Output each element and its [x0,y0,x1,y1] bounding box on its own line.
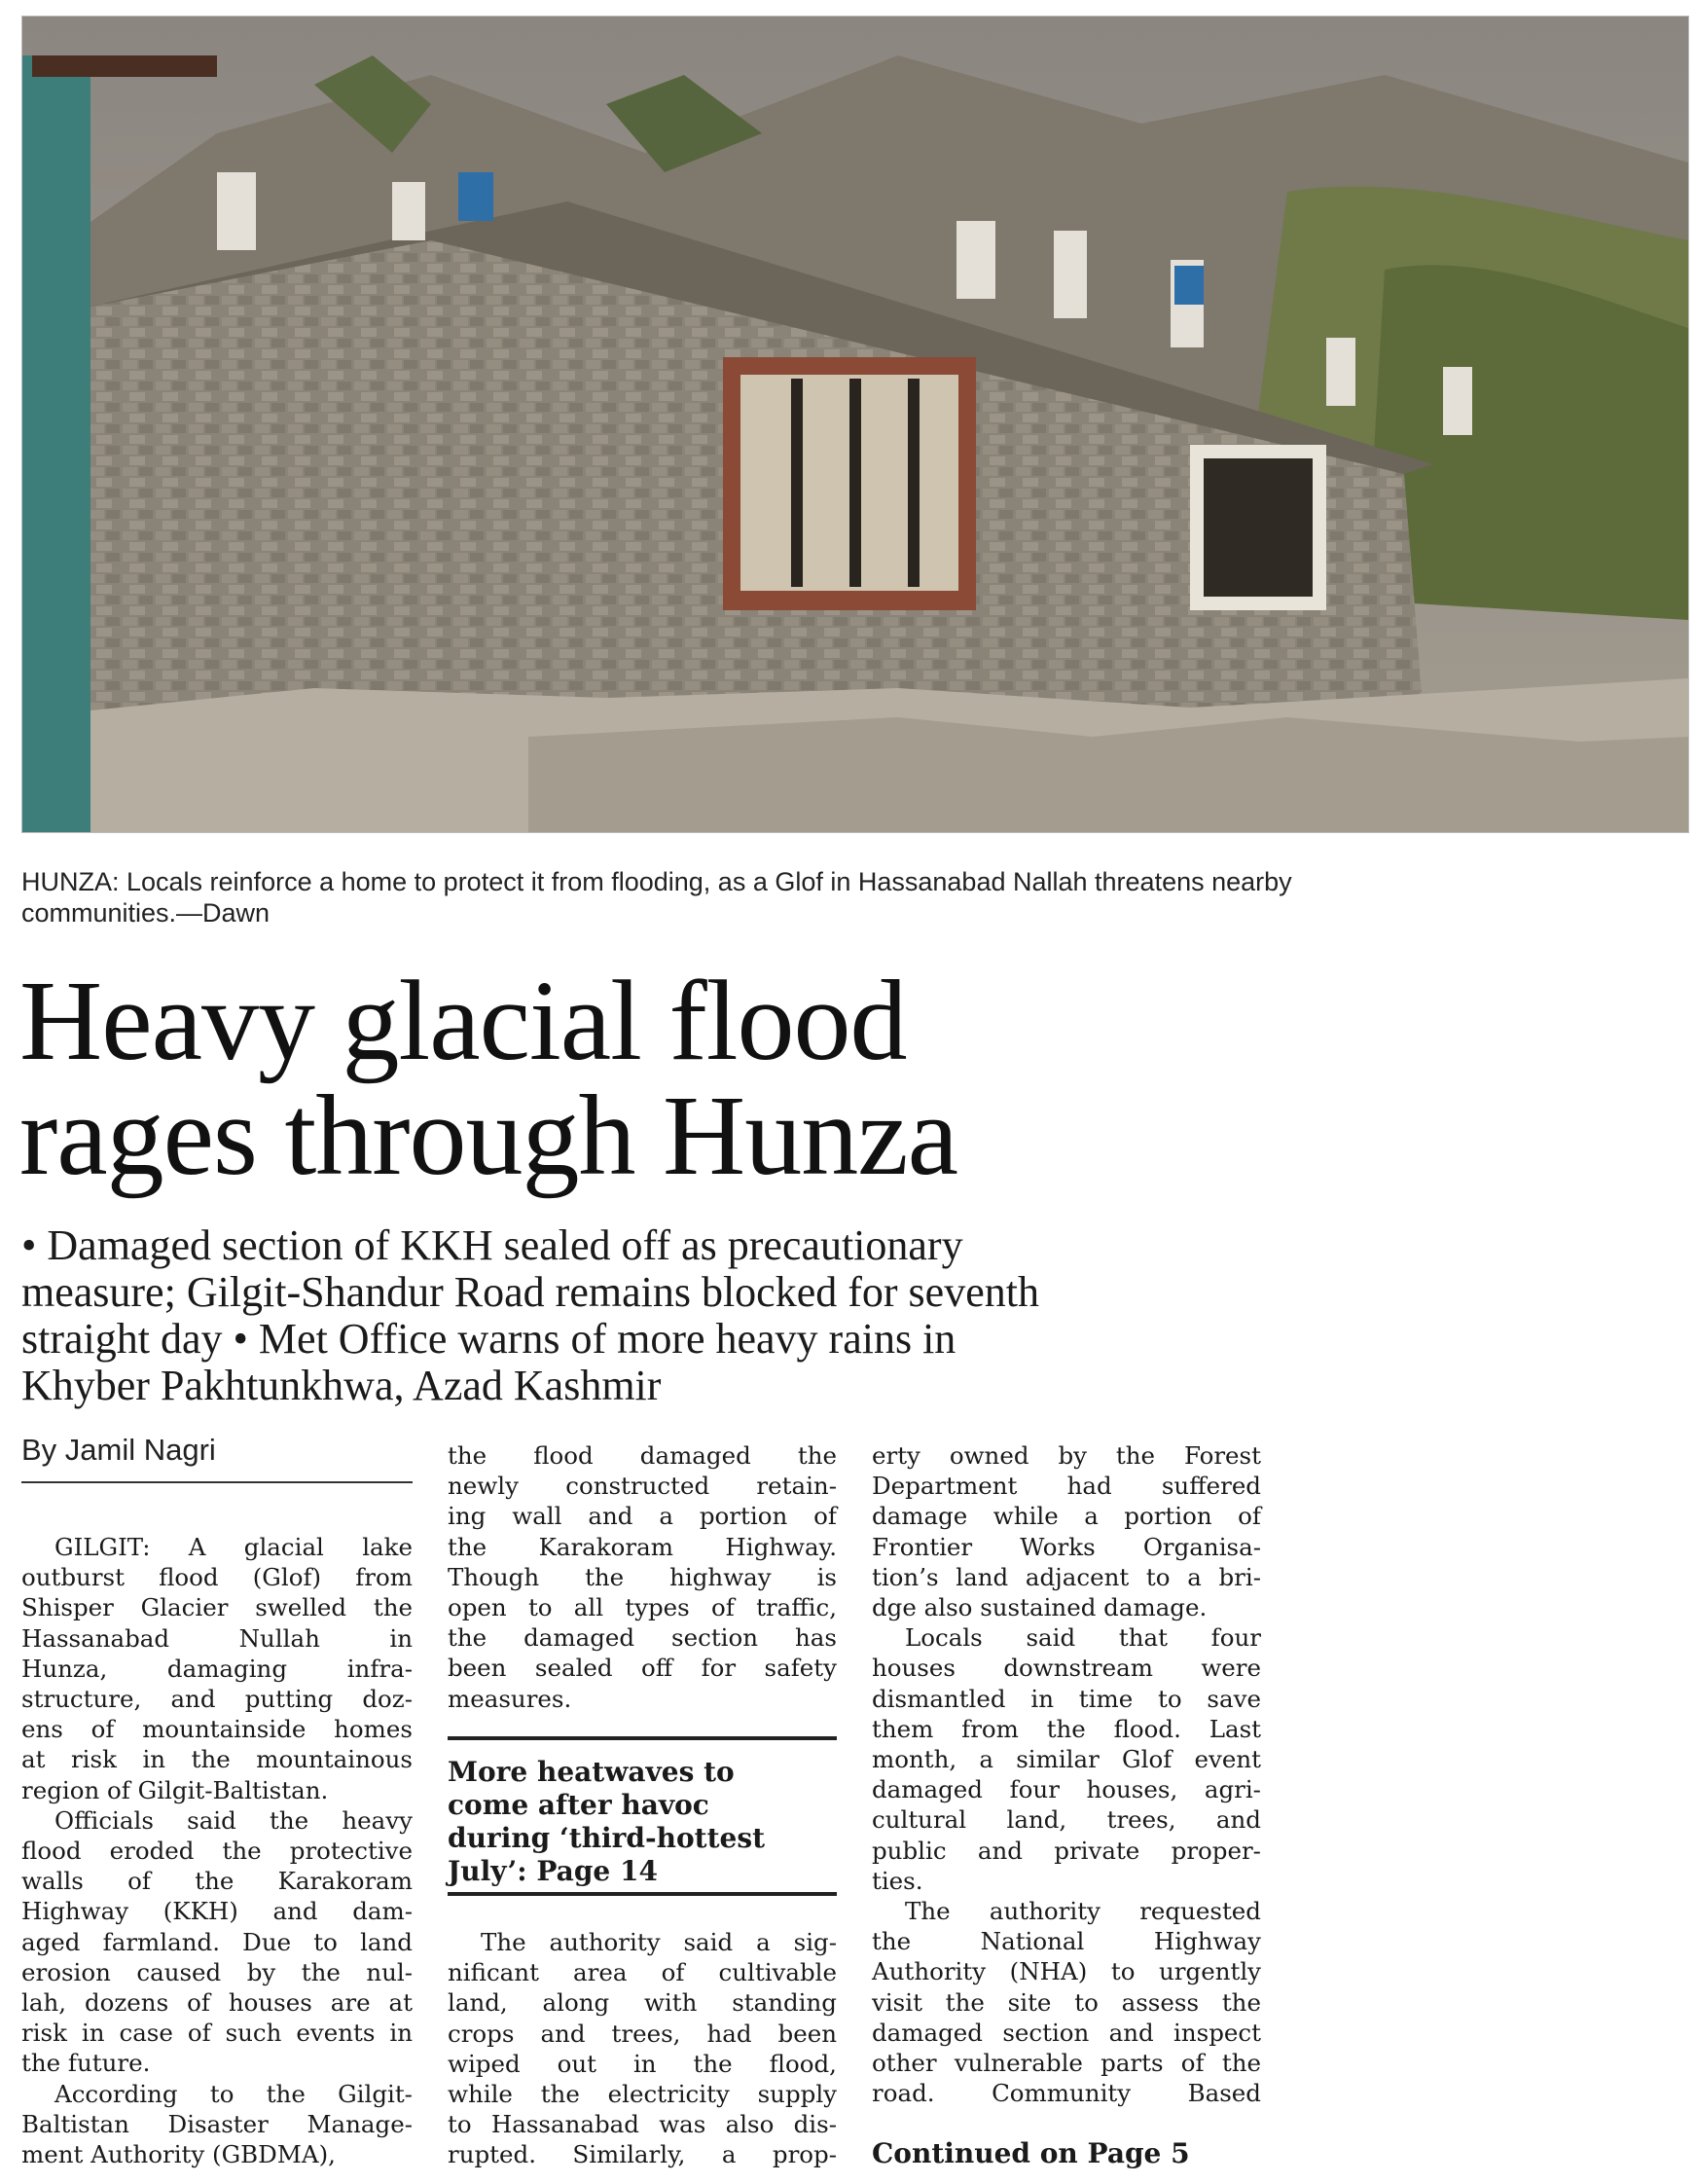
text-line: Hunza, damaging infra- [21,1654,413,1683]
text-line: Highway (KKH) and dam- [21,1897,413,1926]
text-line: Locals said that four [905,1623,1261,1653]
text-line: Authority (NHA) to urgently [872,1957,1261,1986]
text-line: the National Highway [872,1927,1261,1956]
text-line: flood eroded the protective [21,1837,413,1866]
text-line: dismantled in time to save [872,1684,1261,1713]
text-line: Shisper Glacier swelled the [21,1593,413,1622]
caption-line: communities.—Dawn [21,898,271,928]
text-line: crops and trees, had been [448,2019,837,2048]
subhead-line: Khyber Pakhtunkhwa, Azad Kashmir [21,1362,662,1409]
photo-icon [22,17,1688,832]
text-line: damaged four houses, agri- [872,1775,1261,1804]
article-column-2 [448,1440,837,1714]
text-line: rupted. Similarly, a prop- [448,2140,837,2169]
text-line: erosion caused by the nul- [21,1957,413,1986]
article-column-3 [872,1440,1261,2108]
subhead-line: • Damaged section of KKH sealed off as precautionary [21,1221,963,1269]
text-line: Frontier Works Organisa- [872,1532,1261,1561]
news-photo [21,16,1689,833]
text-line: Hassanabad Nullah in [21,1623,413,1653]
text-line: damaged section and inspect [872,2018,1261,2047]
related-story-line[interactable]: come after havoc [448,1789,709,1821]
text-line: newly constructed retain- [448,1472,837,1501]
text-line: public and private proper- [872,1836,1261,1865]
text-line: them from the flood. Last [872,1714,1261,1743]
text-line: According to the Gilgit- [54,2079,413,2108]
photo-caption [21,866,1656,928]
text-line: risk in case of such events in [21,2019,413,2048]
text-line: other vulnerable parts of the [872,2049,1261,2078]
subheadline [21,1222,1286,1409]
text-line: month, a similar Glof event [872,1745,1261,1774]
text-line: the future. [21,2049,151,2078]
article-column-1 [21,1532,413,2169]
text-line: cultural land, trees, and [872,1805,1261,1835]
text-line: The authority said a sig- [481,1928,837,1956]
text-line: while the electricity supply [448,2080,837,2109]
byline: By Jamil Nagri [21,1433,216,1467]
caption-line: HUNZA: Locals reinforce a home to protect it from flooding, as a Glof in Hassanabad Nallah threatens nearby [21,867,1292,896]
byline-divider [21,1481,413,1483]
text-line: region of Gilgit-Baltistan. [21,1775,329,1804]
text-line: aged farmland. Due to land [21,1927,413,1956]
text-line: Baltistan Disaster Manage- [21,2109,413,2138]
text-line: dge also sustained damage. [872,1593,1208,1622]
text-line: open to all types of traffic, [448,1593,837,1622]
related-story-line[interactable]: during ‘third-hottest [448,1822,766,1854]
text-line: Department had suffered [872,1472,1261,1501]
related-story-line[interactable]: July’: Page 14 [448,1855,658,1887]
subhead-line: measure; Gilgit-Shandur Road remains blocked for seventh [21,1268,1039,1316]
text-line: visit the site to assess the [872,1987,1261,2017]
text-line: measures. [448,1684,572,1713]
text-line: at risk in the mountainous [21,1745,413,1774]
headline-line: rages through Hunza [19,1072,958,1199]
text-line: wiped out in the flood, [448,2049,837,2078]
text-line: GILGIT: A glacial lake [54,1533,413,1561]
headline [19,957,1479,1199]
text-line: Though the highway is [448,1562,837,1591]
text-line: the Karakoram Highway. [448,1532,837,1561]
text-line: land, along with standing [448,1988,837,2018]
related-story-line[interactable]: More heatwaves to [448,1756,735,1788]
text-line: erty owned by the Forest [872,1441,1261,1470]
text-line: outburst flood (Glof) from [21,1563,413,1592]
continued-link[interactable]: Continued on Page 5 [872,2137,1190,2169]
article-column-2-continued [448,1927,837,2170]
text-line: the damaged section has [448,1623,837,1653]
text-line: damage while a portion of [872,1502,1261,1531]
text-line: to Hassanabad was also dis- [448,2110,837,2139]
headline-line: Heavy glacial flood [19,957,907,1084]
text-line: structure, and putting doz- [21,1685,413,1714]
text-line: ing wall and a portion of [448,1502,837,1531]
text-line: ties. [872,1866,923,1895]
text-line: the flood damaged the [448,1441,837,1470]
text-line: tion’s land adjacent to a bri- [872,1562,1261,1591]
related-story-box[interactable] [448,1736,837,1896]
subhead-line: straight day • Met Office warns of more heavy rains in [21,1315,956,1363]
text-line: walls of the Karakoram [21,1867,413,1896]
text-line: houses downstream were [872,1654,1261,1683]
text-line: Officials said the heavy [54,1805,413,1835]
text-line: lah, dozens of houses are at [21,1988,413,2018]
text-line: ment Authority (GBDMA), [21,2140,336,2169]
text-line: ens of mountainside homes [21,1715,413,1744]
text-line: been sealed off for safety [448,1654,837,1683]
text-line: road. Community Based [872,2079,1261,2108]
text-line: The authority requested [905,1897,1261,1926]
text-line: nificant area of cultivable [448,1958,837,1987]
